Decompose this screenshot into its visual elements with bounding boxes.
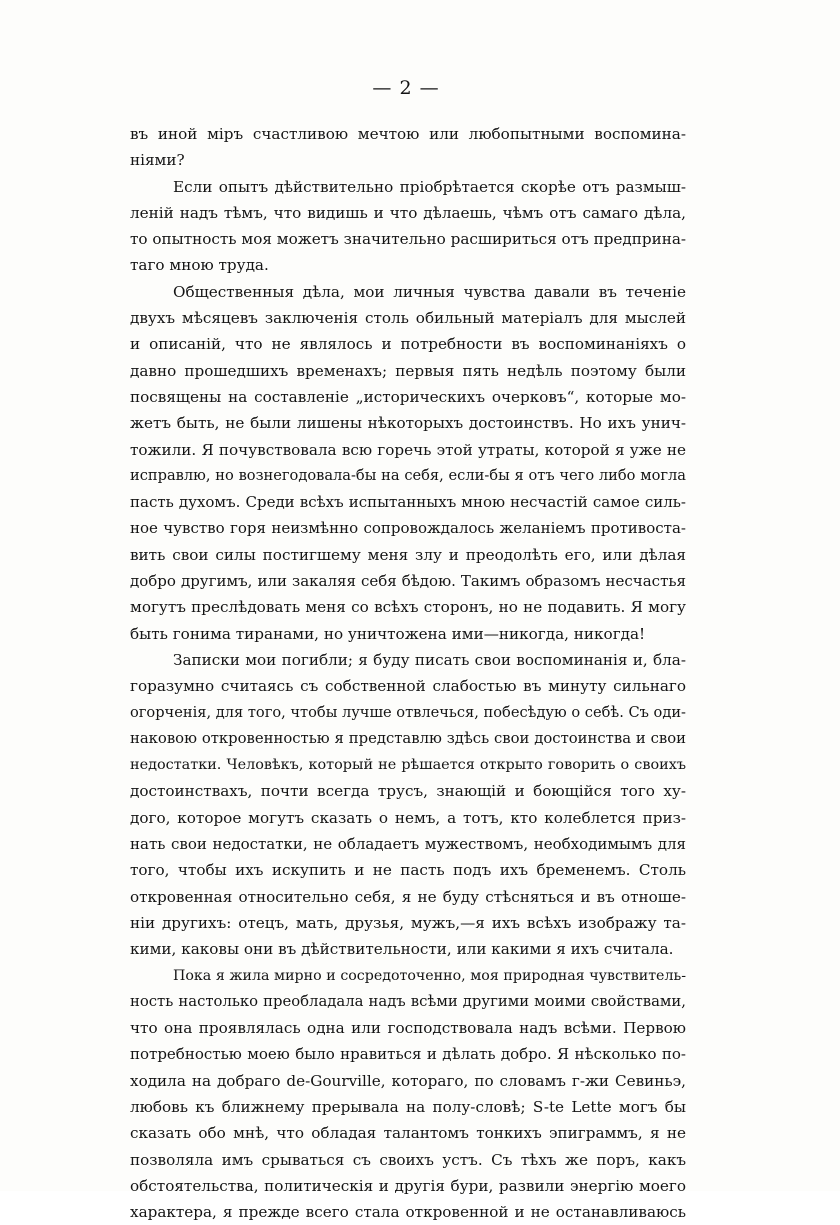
body-text <box>130 121 686 1225</box>
text-line: леній надъ тѣмъ, что видишь и что дѣлаешь, чѣмъ отъ самаго дѣла, <box>130 203 686 222</box>
text-line: недостатки. Человѣкъ, который не рѣшается открыто говорить о своихъ <box>130 757 686 774</box>
text-line: Общественныя дѣла, мои личныя чувства давали въ теченіе <box>173 282 686 301</box>
text-line: ніями? <box>130 151 185 170</box>
text-line: Записки мои погибли; я буду писать свои воспоминанія и, бла- <box>173 650 686 669</box>
text-line: ходила на добраго de-Gourville, котораго, по словамъ г-жи Севиньэ, <box>130 1071 686 1090</box>
text-line: въ иной міръ счастливою мечтою или любопытными воспомина- <box>130 125 686 143</box>
text-line: откровенная относительно себя, я не буду стѣсняться и въ отноше- <box>130 887 686 906</box>
text-line: ніи другихъ: отецъ, мать, друзья, мужъ,—я ихъ всѣхъ изображу та- <box>130 913 686 932</box>
text-line: таго мною труда. <box>130 256 269 275</box>
text-line: быть гонима тиранами, но уничтожена ими—никогда, никогда! <box>130 624 646 643</box>
text-line: двухъ мѣсяцевъ заключенія столь обильный матеріалъ для мыслей <box>130 309 686 328</box>
text-line: ное чувство горя неизмѣнно сопровождалось желаніемъ противоста- <box>130 519 686 538</box>
text-line: характера, я прежде всего стала откровенной и не останавливаюсь <box>130 1203 686 1222</box>
text-line: то опытность моя можетъ значительно расшириться отъ предприна- <box>130 230 687 249</box>
text-line: обстоятельства, политическія и другія бури, развили энергію моего <box>130 1176 686 1195</box>
text-line: пасть духомъ. Среди всѣхъ испытанныхъ мною несчастій самое силь- <box>130 493 686 512</box>
text-line: наковою откровенностью я представлю здѣсь свои достоинства и свои <box>130 729 686 747</box>
page-number: — 2 — <box>372 77 440 99</box>
text-line: добро другимъ, или закаляя себя бѣдою. Такимъ образомъ несчастья <box>130 572 686 591</box>
text-line: горазумно считаясь съ собственной слабостью въ минуту сильнаго <box>130 677 686 696</box>
text-line: и описаній, что не являлось и потребности въ воспоминаніяхъ о <box>130 335 686 354</box>
text-line: вить свои силы постигшему меня злу и преодолѣть его, или дѣлая <box>130 545 686 564</box>
text-line: позволяла имъ срываться съ своихъ устъ. Съ тѣхъ же поръ, какъ <box>130 1150 686 1169</box>
text-line: сказать обо мнѣ, что обладая талантомъ тонкихъ эпиграммъ, я не <box>130 1124 686 1143</box>
text-line: посвящены на составленіе „историческихъ очерковъ“, которые мо- <box>130 387 686 406</box>
text-line: любовь къ ближнему прерывала на полу-словѣ; S-te Lette могъ бы <box>130 1097 686 1116</box>
text-line: ность настолько преобладала надъ всѣми другими моими свойствами, <box>130 992 686 1010</box>
text-line: тожили. Я почувствовала всю горечь этой утраты, которой я уже не <box>130 440 686 459</box>
text-line: того, чтобы ихъ искупить и не пасть подъ ихъ бременемъ. Столь <box>130 861 686 880</box>
text-line: кими, каковы они въ дѣйствительности, или какими я ихъ считала. <box>130 940 674 959</box>
text-line: Пока я жила мирно и сосредоточенно, моя природная чувствитель- <box>173 967 686 984</box>
text-line: огорченія, для того, чтобы лучше отвлечься, побесѣдую о себѣ. Съ оди- <box>130 703 686 721</box>
text-line: жетъ быть, не были лишены нѣкоторыхъ достоинствъ. Но ихъ унич- <box>130 414 686 433</box>
text-line: Если опытъ дѣйствительно пріобрѣтается скорѣе отъ размыш- <box>173 177 686 196</box>
text-line: что она проявлялась одна или господствовала надъ всѣми. Первою <box>130 1019 686 1038</box>
text-line: давно прошедшихъ временахъ; первыя пять недѣль поэтому были <box>130 361 686 380</box>
text-line: могутъ преслѣдовать меня со всѣхъ сторонъ, но не подавить. Я могу <box>130 598 686 617</box>
text-line: нать свои недостатки, не обладаетъ мужествомъ, необходимымъ для <box>130 835 686 854</box>
text-line: потребностью моею было нравиться и дѣлать добро. Я нѣсколько по- <box>130 1045 686 1064</box>
text-line: исправлю, но вознегодовала-бы на себя, если-бы я отъ чего либо могла <box>130 466 686 484</box>
text-line: дого, которое могутъ сказать о немъ, а тотъ, кто колеблется приз- <box>130 808 686 827</box>
text-line: достоинствахъ, почти всегда трусъ, знающій и боющійся того ху- <box>130 782 686 801</box>
